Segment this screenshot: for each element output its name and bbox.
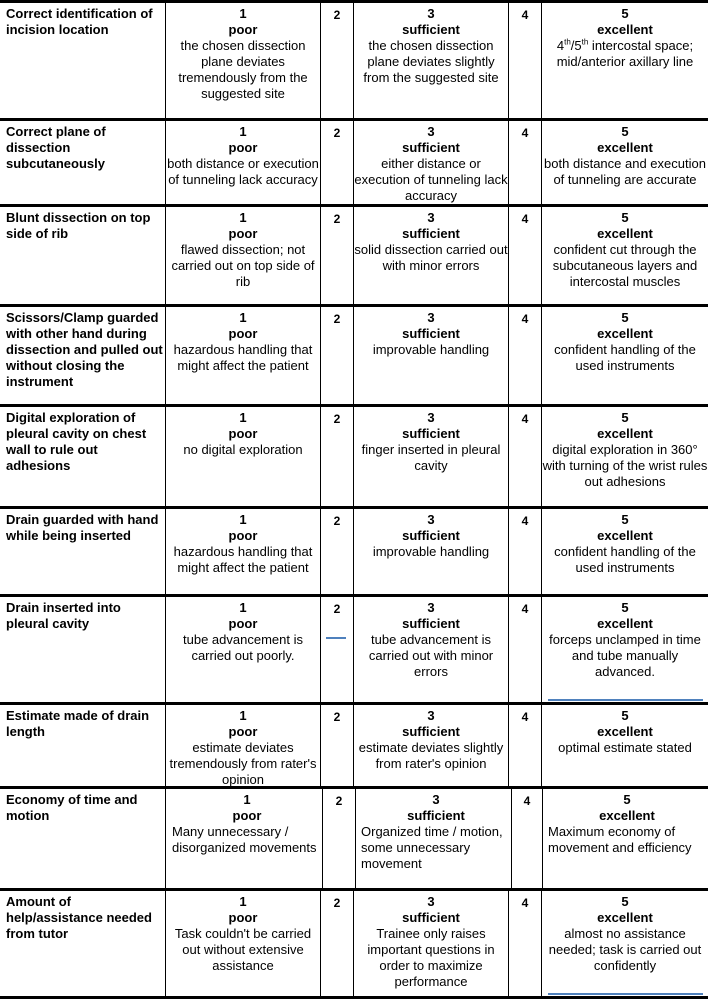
score-level: excellent bbox=[599, 808, 655, 823]
score-1-cell bbox=[172, 789, 322, 888]
score-2: 2 bbox=[333, 896, 341, 910]
score-description: 4th/5th intercostal space; mid/anterior axillary line bbox=[556, 37, 694, 69]
score-5-cell bbox=[542, 3, 708, 118]
score-number: 1 bbox=[239, 124, 247, 139]
score-level: sufficient bbox=[402, 616, 460, 631]
score-level: poor bbox=[232, 808, 262, 823]
score-number: 5 bbox=[621, 894, 629, 909]
score-description: the chosen dissection plane deviates tremendously from the suggested site bbox=[178, 38, 308, 101]
score-3-cell bbox=[354, 121, 508, 204]
score-description: tube advancement is carried out poorly. bbox=[183, 632, 303, 663]
score-2: 2 bbox=[335, 794, 343, 808]
score-4: 4 bbox=[521, 312, 529, 326]
table-row bbox=[0, 594, 708, 702]
score-2: 2 bbox=[333, 514, 341, 528]
score-5-cell bbox=[542, 597, 708, 702]
score-level: excellent bbox=[597, 426, 653, 441]
criterion-label: Amount of help/assistance needed from tutor bbox=[6, 894, 152, 941]
score-description: confident handling of the used instruments bbox=[554, 544, 696, 575]
score-number: 1 bbox=[239, 894, 247, 909]
criterion-label: Economy of time and motion bbox=[6, 792, 138, 823]
table-row bbox=[0, 204, 708, 304]
score-3-cell bbox=[354, 407, 508, 506]
score-description: flawed dissection; not carried out on top side of rib bbox=[171, 242, 315, 289]
score-4: 4 bbox=[521, 514, 529, 528]
score-1-cell bbox=[166, 3, 320, 118]
score-level: poor bbox=[228, 724, 258, 739]
score-level: poor bbox=[228, 616, 258, 631]
score-5-cell bbox=[542, 509, 708, 594]
score-number: 5 bbox=[621, 210, 629, 225]
score-description: forceps unclamped in time and tube manually advanced. bbox=[549, 632, 701, 679]
score-description: hazardous handling that might affect the patient bbox=[173, 342, 313, 373]
score-description: digital exploration in 360° with turning of the wrist rules out adhesions bbox=[542, 442, 708, 489]
score-description: estimate deviates slightly from rater's opinion bbox=[358, 740, 504, 771]
score-number: 1 bbox=[239, 6, 247, 21]
score-level: excellent bbox=[597, 910, 653, 925]
score-description: Trainee only raises important questions in order to maximize performance bbox=[367, 926, 495, 989]
score-description: solid dissection carried out with minor errors bbox=[354, 242, 508, 273]
score-description: confident cut through the subcutaneous layers and intercostal muscles bbox=[552, 242, 698, 289]
score-2: 2 bbox=[333, 126, 341, 140]
score-2: 2 bbox=[333, 412, 341, 426]
score-level: excellent bbox=[597, 226, 653, 241]
score-2: 2 bbox=[333, 212, 341, 226]
table-row bbox=[0, 702, 708, 786]
score-level: poor bbox=[228, 22, 258, 37]
score-description: Task couldn't be carried out without extensive assistance bbox=[174, 926, 312, 973]
score-5-cell bbox=[542, 307, 708, 404]
score-1-cell bbox=[166, 121, 320, 204]
table-row bbox=[0, 0, 708, 118]
score-3-cell bbox=[354, 891, 508, 996]
score-1-cell bbox=[166, 597, 320, 702]
score-number: 3 bbox=[427, 210, 435, 225]
criterion-label: Correct identification of incision location bbox=[6, 6, 153, 37]
score-number: 5 bbox=[621, 410, 629, 425]
score-description: no digital exploration bbox=[183, 442, 303, 457]
score-4: 4 bbox=[523, 794, 531, 808]
score-level: sufficient bbox=[402, 910, 460, 925]
score-number: 3 bbox=[427, 6, 435, 21]
score-description: Many unnecessary / disorganized movements bbox=[172, 824, 317, 855]
score-level: sufficient bbox=[402, 140, 460, 155]
score-description: finger inserted in pleural cavity bbox=[361, 442, 501, 473]
score-description: improvable handling bbox=[372, 342, 490, 357]
score-4: 4 bbox=[521, 412, 529, 426]
score-description: both distance or execution of tunneling lack accuracy bbox=[167, 156, 319, 187]
table-row bbox=[0, 888, 708, 996]
score-number: 3 bbox=[427, 410, 435, 425]
score-level: sufficient bbox=[402, 528, 460, 543]
score-level: poor bbox=[228, 528, 258, 543]
score-1-cell bbox=[166, 509, 320, 594]
score-2: 2 bbox=[333, 8, 341, 22]
score-description: Organized time / motion, some unnecessary movement bbox=[361, 824, 503, 871]
score-level: sufficient bbox=[402, 724, 460, 739]
score-number: 1 bbox=[239, 310, 247, 325]
score-number: 3 bbox=[427, 124, 435, 139]
score-level: poor bbox=[228, 910, 258, 925]
score-level: poor bbox=[228, 326, 258, 341]
score-number: 3 bbox=[427, 310, 435, 325]
score-number: 1 bbox=[239, 512, 247, 527]
score-5-cell bbox=[542, 207, 708, 304]
score-3-cell bbox=[354, 597, 508, 702]
score-number: 3 bbox=[427, 708, 435, 723]
score-1-cell bbox=[166, 407, 320, 506]
score-5-cell bbox=[542, 705, 708, 786]
score-number: 3 bbox=[427, 894, 435, 909]
score-number: 5 bbox=[621, 310, 629, 325]
score-number: 1 bbox=[239, 410, 247, 425]
score-level: poor bbox=[228, 140, 258, 155]
score-number: 3 bbox=[427, 512, 435, 527]
score-4: 4 bbox=[521, 8, 529, 22]
score-description: the chosen dissection plane deviates slightly from the suggested site bbox=[363, 38, 499, 85]
score-5-cell bbox=[542, 891, 708, 996]
score-level: sufficient bbox=[402, 226, 460, 241]
score-4: 4 bbox=[521, 710, 529, 724]
score-number: 5 bbox=[621, 124, 629, 139]
table-row bbox=[0, 506, 708, 594]
criterion-label: Blunt dissection on top side of rib bbox=[6, 210, 151, 241]
score-description: optimal estimate stated bbox=[558, 740, 692, 755]
score-number: 5 bbox=[621, 708, 629, 723]
score-level: excellent bbox=[597, 616, 653, 631]
score-level: excellent bbox=[597, 140, 653, 155]
score-5-cell bbox=[542, 407, 708, 506]
criterion-label: Correct plane of dissection subcutaneously bbox=[6, 124, 106, 171]
score-4: 4 bbox=[521, 126, 529, 140]
score-description: tube advancement is carried out with minor errors bbox=[368, 632, 494, 679]
score-3-cell bbox=[354, 307, 508, 404]
score-level: excellent bbox=[597, 528, 653, 543]
score-5-cell bbox=[548, 789, 706, 888]
criterion-label: Drain inserted into pleural cavity bbox=[6, 600, 121, 631]
score-level: excellent bbox=[597, 22, 653, 37]
score-description: almost no assistance needed; task is carried out confidently bbox=[548, 926, 702, 973]
score-2: 2 bbox=[333, 312, 341, 326]
table-row bbox=[0, 404, 708, 506]
score-number: 1 bbox=[239, 210, 247, 225]
score-description: confident handling of the used instruments bbox=[554, 342, 696, 373]
table-row bbox=[0, 304, 708, 404]
score-number: 5 bbox=[621, 6, 629, 21]
score-3-cell bbox=[354, 509, 508, 594]
table-row bbox=[0, 118, 708, 204]
score-number: 3 bbox=[432, 792, 440, 807]
score-level: poor bbox=[228, 226, 258, 241]
score-description: either distance or execution of tunneling lack accuracy bbox=[354, 156, 508, 203]
score-description: estimate deviates tremendously from rater's opinion bbox=[169, 740, 317, 786]
score-number: 1 bbox=[239, 600, 247, 615]
score-5-cell bbox=[542, 121, 708, 204]
criterion-label: Scissors/Clamp guarded with other hand during dissection and pulled out without closing the instrument bbox=[6, 310, 163, 389]
score-1-cell bbox=[166, 891, 320, 996]
table-row bbox=[0, 786, 708, 888]
score-number: 1 bbox=[239, 708, 247, 723]
score-1-cell bbox=[166, 705, 320, 786]
score-2: 2 bbox=[333, 602, 341, 616]
score-3-cell bbox=[354, 705, 508, 786]
score-3-cell bbox=[361, 789, 511, 888]
score-number: 5 bbox=[623, 792, 631, 807]
score-number: 1 bbox=[243, 792, 251, 807]
score-level: excellent bbox=[597, 326, 653, 341]
score-3-cell bbox=[354, 207, 508, 304]
criterion-label: Digital exploration of pleural cavity on chest wall to rule out adhesions bbox=[6, 410, 147, 473]
score-4: 4 bbox=[521, 212, 529, 226]
score-level: sufficient bbox=[402, 426, 460, 441]
score-description: Maximum economy of movement and efficiency bbox=[548, 824, 692, 855]
score-description: improvable handling bbox=[372, 544, 490, 559]
score-level: sufficient bbox=[402, 22, 460, 37]
score-number: 5 bbox=[621, 512, 629, 527]
table-bottom-border bbox=[0, 996, 708, 999]
score-2: 2 bbox=[333, 710, 341, 724]
score-level: sufficient bbox=[407, 808, 465, 823]
score-1-cell bbox=[166, 307, 320, 404]
score-4: 4 bbox=[521, 602, 529, 616]
score-number: 3 bbox=[427, 600, 435, 615]
score-4: 4 bbox=[521, 896, 529, 910]
criterion-label: Drain guarded with hand while being inserted bbox=[6, 512, 159, 543]
score-3-cell bbox=[354, 3, 508, 118]
score-1-cell bbox=[166, 207, 320, 304]
score-number: 5 bbox=[621, 600, 629, 615]
score-description: hazardous handling that might affect the patient bbox=[173, 544, 313, 575]
score-description: both distance and execution of tunneling are accurate bbox=[544, 156, 706, 187]
score-level: sufficient bbox=[402, 326, 460, 341]
score-level: excellent bbox=[597, 724, 653, 739]
score-level: poor bbox=[228, 426, 258, 441]
criterion-label: Estimate made of drain length bbox=[6, 708, 150, 739]
